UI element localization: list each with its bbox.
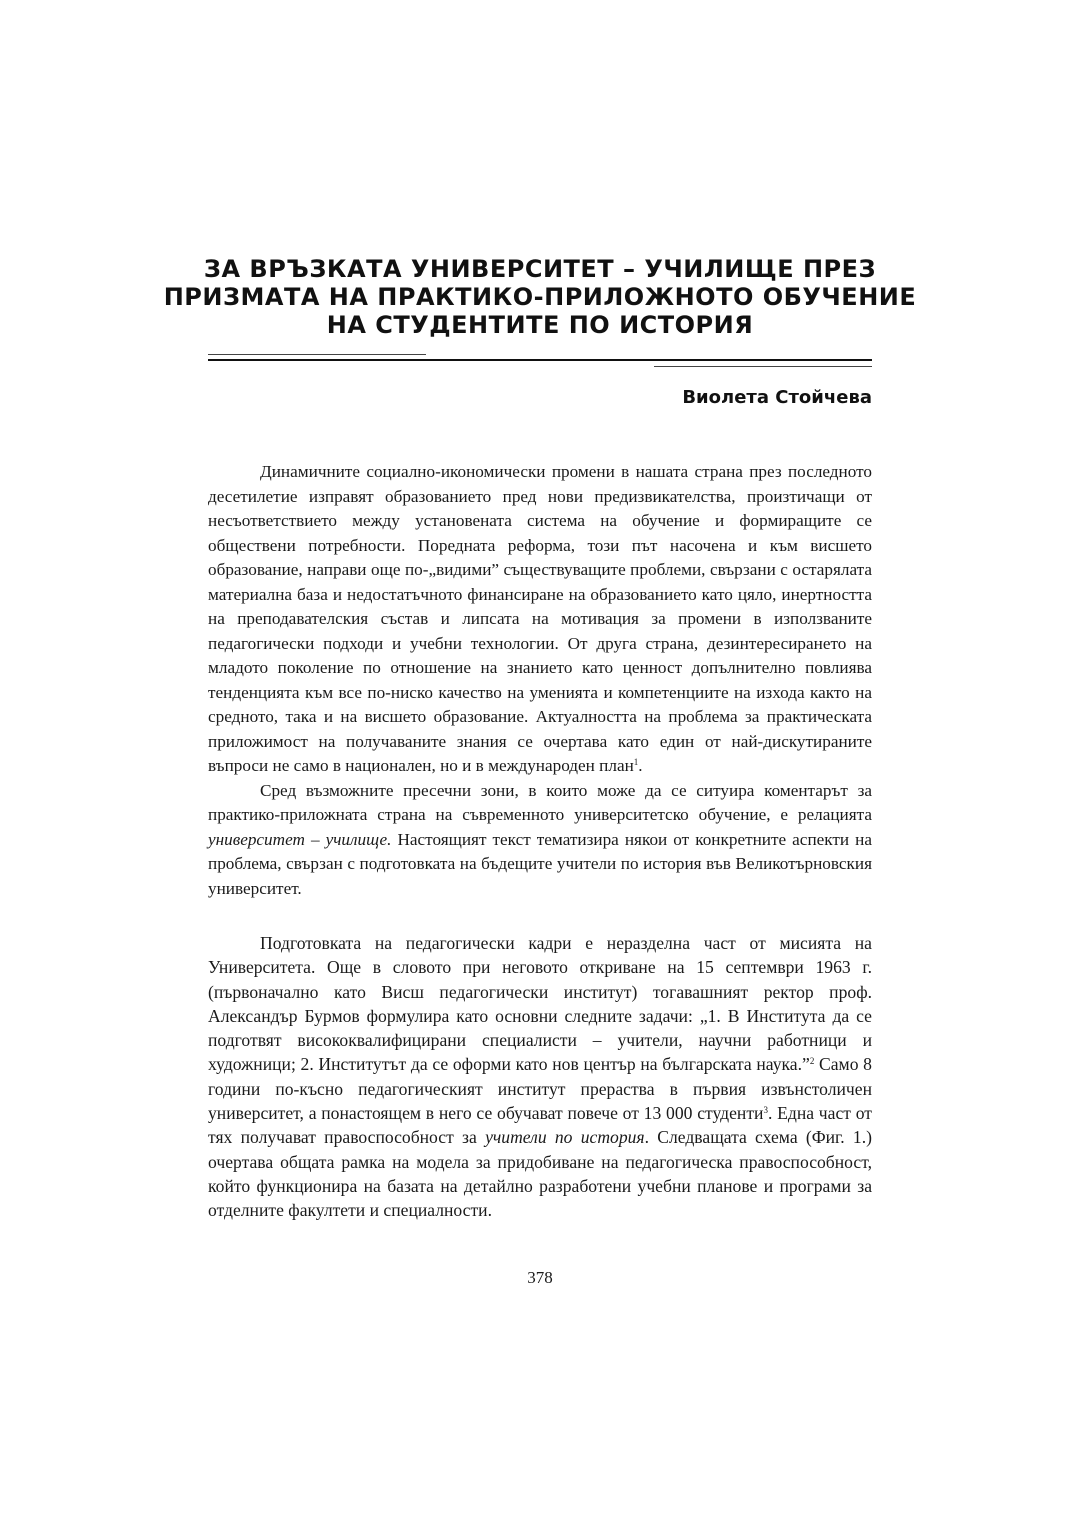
paragraph-2-italic: университет – училище. (208, 829, 392, 849)
title-line-2: ПРИЗМАТА НА ПРАКТИКО-ПРИЛОЖНОТО ОБУЧЕНИЕ (163, 283, 917, 311)
title-line-1: ЗА ВРЪЗКАТА УНИВЕРСИТЕТ – УЧИЛИЩЕ ПРЕЗ (203, 255, 877, 283)
footnote-ref-3: 3 (763, 1105, 768, 1116)
decorative-rule-main (208, 359, 872, 361)
decorative-rule-left (208, 354, 426, 355)
footnote-ref-2: 2 (809, 1056, 815, 1067)
paragraph-3-italic: учители по история (485, 1127, 645, 1148)
decorative-rule-right (654, 366, 872, 367)
footnote-ref-1: 1 (633, 757, 639, 767)
paragraph-3-text-b: Само 8 години по-късно педагогическият институт прераства в първия извънстоличен университет, а понастоящем в него се обучават повече от 13 000 студенти (208, 1054, 872, 1124)
paragraph-3-text-c: . Една част от тях получават правоспособност за (208, 1103, 872, 1148)
main-section (208, 931, 872, 1223)
article-title (150, 255, 930, 339)
paragraph-3 (208, 931, 872, 1223)
paragraph-3-text-a: Подготовката на педагогически кадри е неразделна част от мисията на Университета. Още в словото при неговото откриване на 15 септември 1963 г. (първоначално като Висш педагогически институт) тогавашният ректор проф. Александър Бурмов формулира като основни следните задачи: „1. В Института да се подготвят висококвалифицирани специалисти – учители, научни работници и художници; 2. Институтът да се оформи като нов център на българската наука.” (208, 933, 872, 1075)
paragraph-1 (208, 460, 872, 779)
intro-section (208, 460, 872, 901)
paragraph-1-end: . (638, 756, 643, 775)
paragraph-3-text-d: . Следващата схема (Фиг. 1.) очертава общата рамка на модела за придобиване на педагогическа правоспособност, който функционира на базата на детайлно разработени учебни планове и програми за отделните факултети и специалности. (208, 1127, 872, 1221)
paragraph-1-text: Динамичните социално-икономически промени в нашата страна през последното десетилетие изправят образованието пред нови предизвикателства, произтичащи от несъответствието между установената система на обучение и формиращите се обществени потребности. Поредната реформа, този път насочена и към висшето образование, направи още по-„видими” съществуващите проблеми, свързани с остарялата материална база и недостатъчното финансиране на образованието като цяло, инертността на преподавателския състав и липсата на мотивация за промени в използваните педагогически подходи и учебни технологии. От друга страна, дезинтересирането на младото поколение по отношение на знанието като ценност допълнително повлиява тенденцията към все по-ниско качество на уменията и компетенциите на изхода както на средното, така и на висшето образование. Актуалността на проблема за практическата приложимост на получаваните знания се очертава като един от най-дискутираните въпроси не само в национален, но и в международен план (208, 462, 872, 775)
paragraph-2-text-b: Настоящият текст тематизира някои от конкретните аспекти на проблема, свързан с подготовката на бъдещите учители по история във Великотърновския университет. (208, 829, 872, 898)
title-line-3: НА СТУДЕНТИТЕ ПО ИСТОРИЯ (326, 311, 754, 339)
page-number: 378 (527, 1268, 553, 1287)
paragraph-2 (208, 779, 872, 902)
author-name: Виолета Стойчева (682, 387, 872, 408)
paragraph-2-text-a: Сред възможните пресечни зони, в които може да се ситуира коментарът за практико-приложната страна на съвременното университетско обучение, е релацията (208, 780, 872, 824)
